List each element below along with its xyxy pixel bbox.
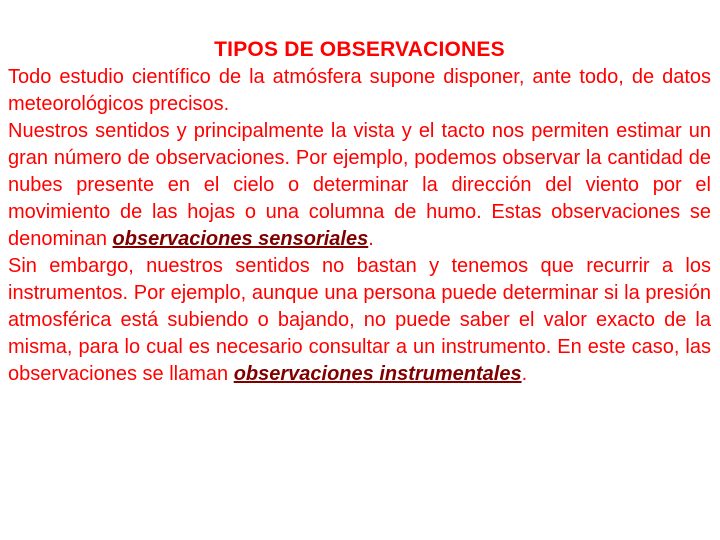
page-title: TIPOS DE OBSERVACIONES [214,38,505,61]
paragraph-intro-text: Todo estudio científico de la atmósfera supone disponer, ante todo, de datos meteorológicos precisos. [8,66,711,115]
paragraph-instrumental-end: . [521,363,528,385]
paragraph-sensory-text: Nuestros sentidos y principalmente la vista y el tacto nos permiten estimar un gran número de observaciones. Por ejemplo, podemos observar la cantidad de nubes presente en el cielo o determinar la dirección del viento por el movimiento de las hojas o una columna de humo. Estas observaciones se denominan [8,120,711,250]
term-instrumental-observations: observaciones instrumentales [233,363,522,385]
paragraph-instrumental-text: Sin embargo, nuestros sentidos no bastan y tenemos que recurrir a los instrumentos. Por ejemplo, aunque una persona puede determinar si la presión atmosférica está subiendo o bajando, no puede saber el valor exacto de la misma, para lo cual es necesario consultar a un instrumento. En este caso, las observaciones se llaman [8,255,711,385]
paragraph-sensory-end: . [368,228,374,250]
paragraph-sensory [8,118,711,253]
term-sensory-observations: observaciones sensoriales [112,228,369,250]
paragraph-instrumental [8,253,711,388]
paragraph-intro [8,64,711,118]
